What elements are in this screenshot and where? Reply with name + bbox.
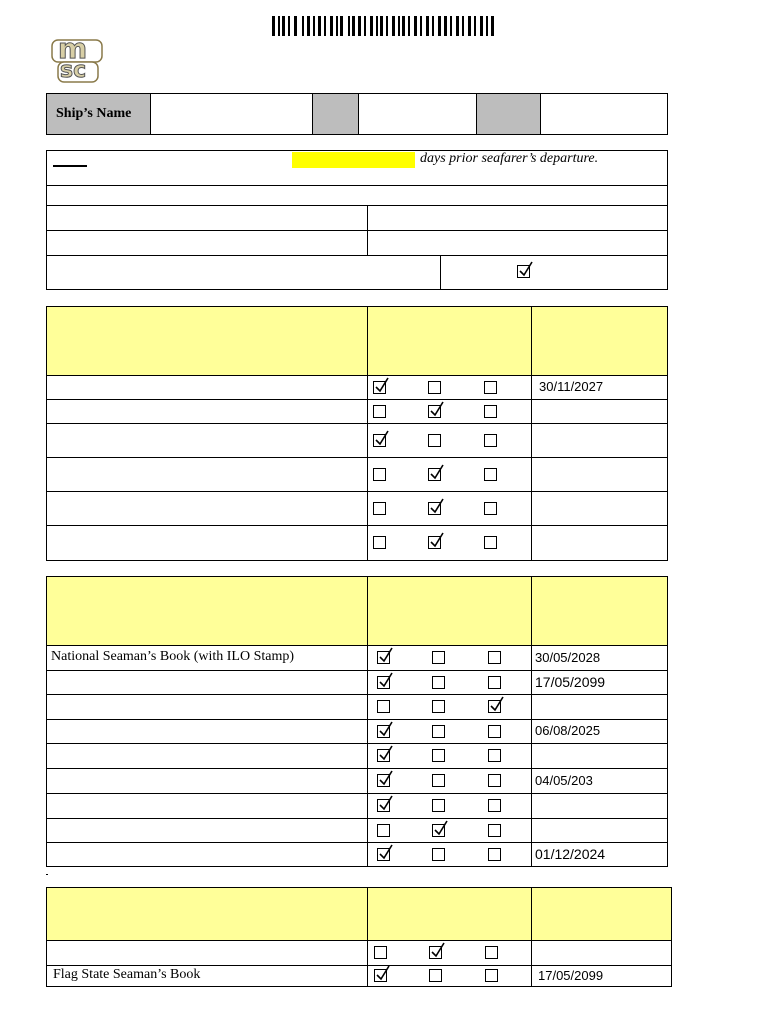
row-checkbox-2[interactable] [432, 774, 445, 787]
row-checkbox-2[interactable] [432, 824, 445, 837]
row-checkbox-3[interactable] [488, 774, 501, 787]
barcode [272, 16, 494, 36]
row-checkbox-1[interactable] [374, 946, 387, 959]
row-checkbox-2[interactable] [432, 700, 445, 713]
dash-mark [53, 165, 87, 167]
row-checkbox-3[interactable] [488, 824, 501, 837]
row-checkbox-1[interactable] [377, 749, 390, 762]
row-checkbox-1[interactable] [377, 799, 390, 812]
row-checkbox-2[interactable] [429, 969, 442, 982]
row-checkbox-1[interactable] [373, 502, 386, 515]
row-checkbox-1[interactable] [377, 651, 390, 664]
table-row [47, 423, 667, 457]
row-checkbox-3[interactable] [488, 676, 501, 689]
row-checkbox-3[interactable] [488, 799, 501, 812]
table-row [47, 743, 667, 768]
row-checkbox-3[interactable] [488, 749, 501, 762]
row-checkbox-3[interactable] [485, 969, 498, 982]
row-checkbox-1[interactable] [377, 824, 390, 837]
row-checkbox-1[interactable] [377, 676, 390, 689]
row-date: 17/05/2099 [538, 968, 604, 983]
row-label: National Seaman’s Book (with ILO Stamp) [51, 649, 295, 664]
row-checkbox-2[interactable] [432, 848, 445, 861]
row-checkbox-2[interactable] [432, 799, 445, 812]
table-row [47, 525, 667, 560]
table-row [47, 670, 667, 694]
table-row [47, 818, 667, 842]
ship-name-label-cell [47, 94, 151, 134]
row-checkbox-1[interactable] [374, 969, 387, 982]
row-checkbox-1[interactable] [373, 381, 386, 394]
row-date: 30/11/2027 [539, 379, 604, 394]
info-field-right-1[interactable] [368, 206, 667, 230]
row-checkbox-3[interactable] [484, 434, 497, 447]
row-checkbox-3[interactable] [485, 946, 498, 959]
row-date: 06/08/2025 [535, 723, 601, 738]
row-checkbox-2[interactable] [429, 946, 442, 959]
section2-header [47, 577, 667, 645]
table-row [47, 375, 667, 399]
row-date: 30/05/2028 [535, 650, 601, 665]
departure-text: days prior seafarer’s departure. [420, 151, 599, 166]
row-checkbox-3[interactable] [484, 381, 497, 394]
grey-label-cell-2 [312, 94, 359, 134]
row-checkbox-2[interactable] [432, 676, 445, 689]
row-checkbox-1[interactable] [377, 700, 390, 713]
table-row [47, 842, 667, 866]
row-checkbox-2[interactable] [428, 381, 441, 394]
row-checkbox-2[interactable] [432, 651, 445, 664]
info-field-right-2[interactable] [368, 231, 667, 255]
table-row [47, 768, 667, 793]
ship-name-label: Ship’s Name [56, 106, 132, 121]
row-date: 04/05/203 [535, 773, 593, 788]
highlight-field[interactable] [292, 152, 415, 168]
table-row [47, 645, 667, 670]
row-checkbox-1[interactable] [373, 468, 386, 481]
table-row [47, 940, 671, 965]
section1-table [46, 306, 668, 561]
info-checkbox[interactable] [517, 265, 530, 278]
ship-name-row [46, 93, 668, 135]
table-row [47, 491, 667, 525]
row-checkbox-2[interactable] [428, 405, 441, 418]
row-checkbox-1[interactable] [377, 725, 390, 738]
row-checkbox-3[interactable] [488, 700, 501, 713]
table-row [47, 719, 667, 743]
row-checkbox-2[interactable] [428, 536, 441, 549]
row-checkbox-1[interactable] [373, 434, 386, 447]
section1-header [47, 307, 667, 375]
row-checkbox-1[interactable] [377, 848, 390, 861]
row-checkbox-3[interactable] [484, 536, 497, 549]
row-checkbox-2[interactable] [428, 434, 441, 447]
row-checkbox-1[interactable] [377, 774, 390, 787]
info-field-left-1[interactable] [47, 206, 367, 230]
table-row [47, 399, 667, 423]
row-checkbox-3[interactable] [488, 651, 501, 664]
row-date: 01/12/2024 [535, 846, 606, 862]
section3-header [47, 888, 671, 940]
row-checkbox-3[interactable] [484, 405, 497, 418]
table-row [47, 965, 671, 986]
logo-text-top: m [58, 32, 88, 65]
logo-text-bottom: sc [60, 58, 87, 83]
row-checkbox-2[interactable] [432, 725, 445, 738]
table-row [47, 457, 667, 491]
stray-dot [46, 874, 48, 875]
info-field-left-2[interactable] [47, 231, 367, 255]
table-row [47, 694, 667, 719]
row-checkbox-2[interactable] [432, 749, 445, 762]
section3-table [46, 887, 672, 987]
row-checkbox-3[interactable] [484, 502, 497, 515]
grey-label-cell-3 [476, 94, 541, 134]
section2-table [46, 576, 668, 867]
ship-name-field[interactable] [151, 94, 311, 134]
row-checkbox-3[interactable] [488, 848, 501, 861]
row-checkbox-1[interactable] [373, 536, 386, 549]
table-row [47, 793, 667, 818]
row-checkbox-2[interactable] [428, 468, 441, 481]
field-3[interactable] [540, 94, 667, 134]
row-checkbox-2[interactable] [428, 502, 441, 515]
row-checkbox-3[interactable] [484, 468, 497, 481]
row-checkbox-1[interactable] [373, 405, 386, 418]
info-block [46, 150, 668, 290]
field-2[interactable] [358, 94, 475, 134]
row-checkbox-3[interactable] [488, 725, 501, 738]
row-date: 17/05/2099 [535, 674, 606, 690]
msc-logo [50, 32, 106, 84]
row-label: Flag State Seaman’s Book [53, 967, 201, 982]
